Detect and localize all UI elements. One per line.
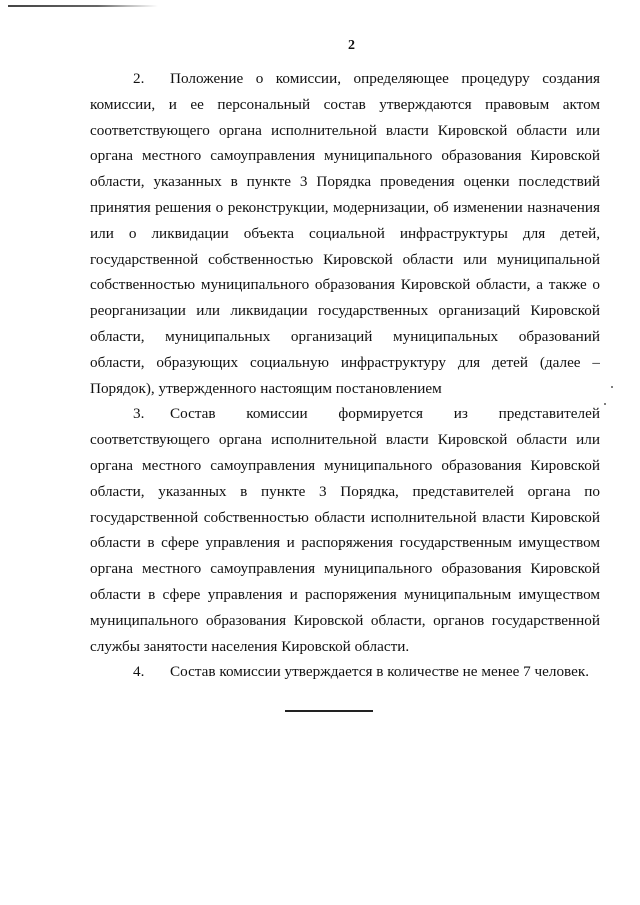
text-line: собственностью муниципального образования Кировской области, а также о — [90, 276, 600, 294]
page-number: 2 — [348, 38, 355, 53]
paragraph-3 — [90, 401, 600, 659]
text-line: Порядок), утвержденного настоящим постановлением — [90, 379, 442, 397]
text-line: или о ликвидации объекта социальной инфраструктуры для детей, — [90, 224, 600, 242]
text-line: соответствующего органа исполнительной власти Кировской области или — [90, 121, 600, 139]
paragraph-first-line — [90, 659, 600, 685]
text-line: реорганизации или ликвидации государственных организаций Кировской — [90, 302, 600, 320]
paragraph-text: Состав комиссии формируется из представителей — [170, 405, 600, 423]
text-line: органа местного самоуправления муниципального образования Кировской — [90, 456, 600, 474]
text-line: государственной собственностью области исполнительной власти Кировской — [90, 508, 600, 526]
scan-edge-artifact — [8, 5, 158, 7]
paragraph-number: 2. — [133, 70, 145, 87]
paragraph-number: 3. — [133, 405, 145, 423]
end-rule-divider — [285, 710, 373, 712]
text-line: органа местного самоуправления муниципального образования Кировской — [90, 147, 600, 165]
text-line: муниципального образования Кировской области, органов государственной — [90, 611, 600, 629]
paragraph-first-line — [90, 66, 600, 92]
text-line: принятия решения о реконструкции, модернизации, об изменении назначения — [90, 198, 600, 216]
scan-speck — [604, 403, 606, 405]
paragraph-4 — [90, 659, 600, 685]
text-line: соответствующего органа исполнительной власти Кировской области или — [90, 431, 600, 449]
paragraph-text: Состав комиссии утверждается в количестве не менее 7 человек. — [170, 663, 590, 681]
text-line: области в сфере управления и распоряжения государственным имуществом — [90, 534, 600, 552]
paragraph-2 — [90, 66, 600, 401]
text-line: области, образующих социальную инфраструктуру для детей (далее – — [90, 353, 600, 371]
text-line: области, указанных в пункте 3 Порядка проведения оценки последствий — [90, 173, 600, 191]
document-body — [90, 66, 600, 685]
text-line: государственной собственностью Кировской области или муниципальной — [90, 250, 600, 268]
text-line: службы занятости населения Кировской области. — [90, 637, 410, 655]
scan-speck — [611, 386, 613, 388]
text-line: органа местного самоуправления муниципального образования Кировской — [90, 560, 600, 578]
paragraph-first-line — [90, 401, 600, 427]
paragraph-text: Положение о комиссии, определяющее процедуру создания — [170, 70, 600, 87]
text-line: области, указанных в пункте 3 Порядка, представителей органа по — [90, 482, 600, 500]
text-line: области, муниципальных организаций муниципальных образований — [90, 327, 600, 345]
text-line: комиссии, и ее персональный состав утверждаются правовым актом — [90, 95, 600, 113]
paragraph-number: 4. — [133, 663, 145, 681]
text-line: области в сфере управления и распоряжения муниципальным имуществом — [90, 585, 600, 603]
